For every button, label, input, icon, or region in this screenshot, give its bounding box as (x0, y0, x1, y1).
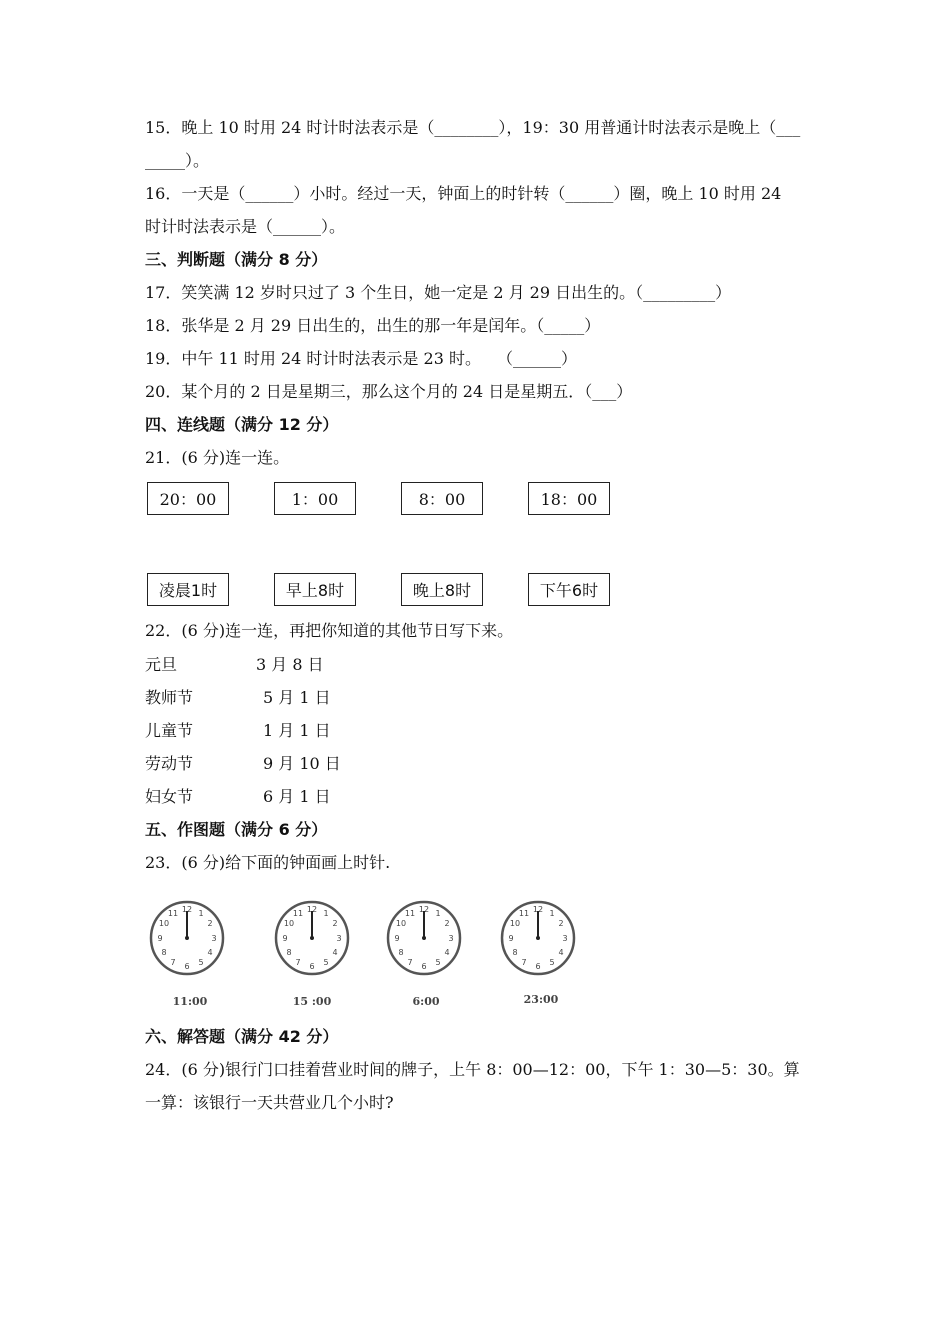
time-box-3: 8：00 (401, 482, 483, 515)
section-6-heading: 六、解答题（满分 42 分） (145, 1027, 339, 1046)
svg-text:3: 3 (211, 934, 217, 943)
section-3-heading: 三、判断题（满分 8 分） (145, 250, 328, 269)
festival-name: 教师节 (145, 688, 194, 707)
svg-text:3: 3 (562, 934, 568, 943)
clock-label: 6:00 (412, 995, 440, 1008)
svg-text:6: 6 (535, 962, 541, 971)
svg-text:7: 7 (170, 958, 176, 967)
svg-text:5: 5 (549, 958, 555, 967)
clock-face-icon (384, 898, 464, 978)
svg-text:2: 2 (207, 919, 213, 928)
svg-text:5: 5 (323, 958, 329, 967)
svg-text:3: 3 (336, 934, 342, 943)
svg-text:1: 1 (198, 909, 204, 918)
svg-text:10: 10 (509, 919, 521, 928)
clock-face-icon (272, 898, 352, 978)
svg-text:11: 11 (518, 909, 530, 918)
question-21: 21．(6 分)连一连。 (145, 448, 290, 467)
svg-text:3: 3 (448, 934, 454, 943)
period-box-2: 早上8时 (274, 573, 356, 606)
period-box-4: 下午6时 (528, 573, 610, 606)
svg-text:6: 6 (309, 962, 315, 971)
svg-text:6: 6 (184, 962, 190, 971)
svg-text:6: 6 (421, 962, 427, 971)
svg-text:4: 4 (558, 948, 564, 957)
festival-name: 妇女节 (145, 787, 194, 806)
svg-text:2: 2 (444, 919, 450, 928)
svg-text:11: 11 (404, 909, 416, 918)
question-15-line-1: 15．晚上 10 时用 24 时计时法表示是（________），19：30 用普通计时法表示是晚上（___ (145, 118, 801, 137)
time-box-2: 1：00 (274, 482, 356, 515)
svg-text:7: 7 (521, 958, 527, 967)
svg-text:12: 12 (418, 905, 430, 914)
question-20: 20．某个月的 2 日是星期三，那么这个月的 24 日是星期五．（___） (145, 382, 633, 401)
festival-name: 元旦 (145, 655, 178, 674)
section-4-heading: 四、连线题（满分 12 分） (145, 415, 339, 434)
clock-face-icon (498, 898, 578, 978)
svg-text:5: 5 (435, 958, 441, 967)
svg-text:7: 7 (407, 958, 413, 967)
svg-text:1: 1 (323, 909, 329, 918)
festival-date: 1 月 1 日 (263, 721, 331, 740)
question-22: 22．(6 分)连一连，再把你知道的其他节日写下来。 (145, 621, 514, 640)
svg-text:9: 9 (508, 934, 514, 943)
svg-text:9: 9 (157, 934, 163, 943)
festival-date: 6 月 1 日 (263, 787, 331, 806)
period-box-1: 凌晨1时 (147, 573, 229, 606)
clock-face-icon (147, 898, 227, 978)
section-5-heading: 五、作图题（满分 6 分） (145, 820, 328, 839)
question-18: 18．张华是 2 月 29 日出生的，出生的那一年是闰年。（_____） (145, 316, 601, 335)
question-17: 17．笑笑满 12 岁时只过了 3 个生日，她一定是 2 月 29 日出生的。（_________） (145, 283, 732, 302)
svg-text:8: 8 (286, 948, 292, 957)
time-box-1: 20：00 (147, 482, 229, 515)
svg-text:4: 4 (332, 948, 338, 957)
svg-text:10: 10 (283, 919, 295, 928)
svg-text:10: 10 (158, 919, 170, 928)
svg-text:1: 1 (549, 909, 555, 918)
festival-name: 儿童节 (145, 721, 194, 740)
festival-date: 3 月 8 日 (256, 655, 324, 674)
question-24-line-1: 24．(6 分)银行门口挂着营业时间的牌子，上午 8：00—12：00，下午 1：30—5：30。算 (145, 1060, 800, 1079)
clock-label: 15 :00 (292, 995, 332, 1008)
svg-text:4: 4 (207, 948, 213, 957)
svg-text:5: 5 (198, 958, 204, 967)
svg-text:12: 12 (306, 905, 318, 914)
svg-text:11: 11 (167, 909, 179, 918)
svg-text:1: 1 (435, 909, 441, 918)
svg-text:8: 8 (161, 948, 167, 957)
clock-label: 23:00 (523, 993, 559, 1006)
svg-text:4: 4 (444, 948, 450, 957)
question-23: 23．(6 分)给下面的钟面画上时针. (145, 853, 391, 872)
svg-text:7: 7 (295, 958, 301, 967)
svg-text:8: 8 (512, 948, 518, 957)
svg-text:8: 8 (398, 948, 404, 957)
svg-text:11: 11 (292, 909, 304, 918)
period-box-3: 晚上8时 (401, 573, 483, 606)
festival-name: 劳动节 (145, 754, 194, 773)
svg-text:12: 12 (532, 905, 544, 914)
question-16-line-2: 时计时法表示是（______）。 (145, 217, 346, 236)
festival-date: 5 月 1 日 (263, 688, 331, 707)
svg-text:9: 9 (282, 934, 288, 943)
question-15-line-2: _____）。 (145, 151, 210, 170)
svg-text:9: 9 (394, 934, 400, 943)
svg-text:2: 2 (332, 919, 338, 928)
svg-text:10: 10 (395, 919, 407, 928)
question-24-line-2: 一算：该银行一天共营业几个小时? (145, 1093, 394, 1112)
question-19: 19．中午 11 时用 24 时计时法表示是 23 时。 （______） (145, 349, 577, 368)
svg-text:2: 2 (558, 919, 564, 928)
festival-date: 9 月 10 日 (263, 754, 341, 773)
svg-text:12: 12 (181, 905, 193, 914)
time-box-4: 18：00 (528, 482, 610, 515)
clock-label: 11:00 (172, 995, 208, 1008)
question-16-line-1: 16．一天是（______）小时。经过一天，钟面上的时针转（______）圈，晚上 10 时用 24 (145, 184, 782, 203)
